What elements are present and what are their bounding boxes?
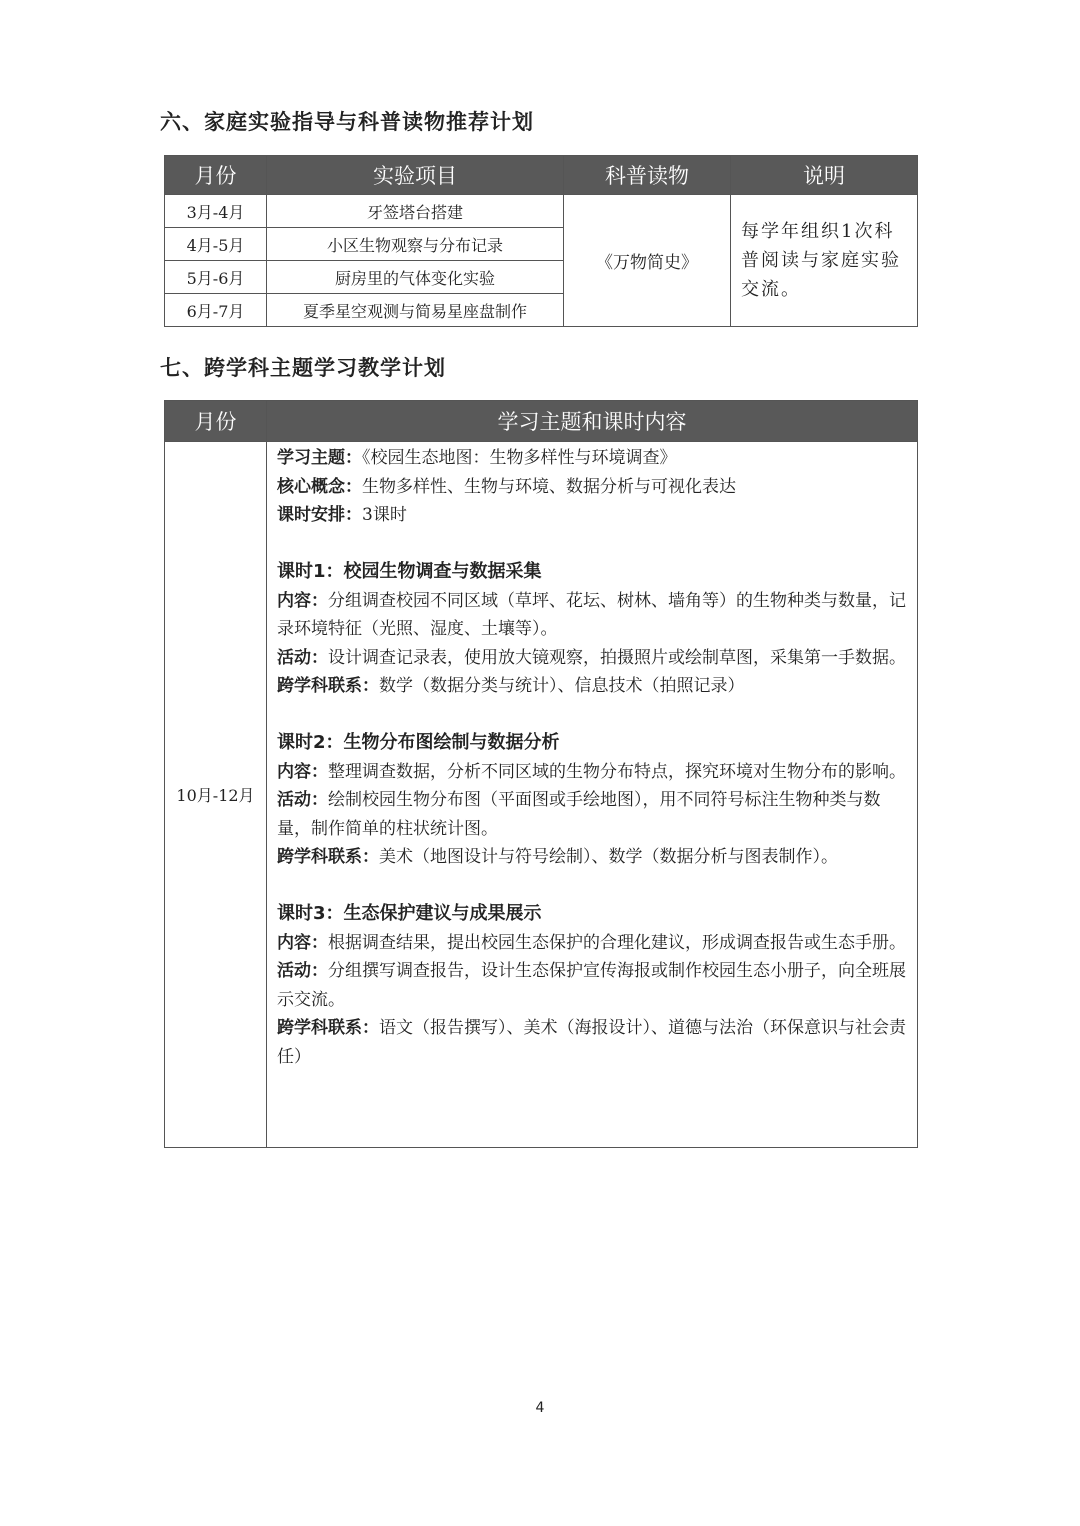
header-project: 实验项目	[267, 156, 564, 195]
lesson-2-title: 课时2：生物分布图绘制与数据分析	[277, 732, 560, 753]
lesson-3-title: 课时3：生态保护建议与成果展示	[277, 903, 542, 924]
lesson-3-activity: 活动：分组撰写调查报告，设计生态保护宣传海报或制作校园生态小册子，向全班展示交流。	[277, 961, 906, 1010]
plan-note: 每学年组织1次科普阅读与家庭实验交流。	[731, 195, 918, 327]
lesson-1-content: 内容：分组调查校园不同区域（草坪、花坛、树林、墙角等）的生物种类与数量，记录环境特征（光照、湿度、土壤等）。	[277, 590, 906, 639]
lesson-1-activity: 活动：设计调查记录表，使用放大镜观察，拍摄照片或绘制草图，采集第一手数据。	[277, 647, 906, 668]
theme-line: 学习主题：《校园生态地图：生物多样性与环境调查》	[277, 448, 677, 468]
concept-line: 核心概念：生物多样性、生物与环境、数据分析与可视化表达	[277, 476, 736, 497]
lesson-2-activity: 活动：绘制校园生物分布图（平面图或手绘地图），用不同符号标注生物种类与数量，制作简单的柱状统计图。	[277, 790, 881, 839]
header-note: 说明	[731, 156, 918, 195]
header-month: 月份	[165, 401, 267, 442]
header-content: 学习主题和课时内容	[267, 401, 918, 442]
row-month: 4月-5月	[165, 228, 267, 261]
row-project: 牙签塔台搭建	[267, 195, 564, 228]
row-project: 夏季星空观测与简易星座盘制作	[267, 294, 564, 327]
row-month: 3月-4月	[165, 195, 267, 228]
header-month: 月份	[165, 156, 267, 195]
row-month: 5月-6月	[165, 261, 267, 294]
lesson-3-content: 内容：根据调查结果，提出校园生态保护的合理化建议，形成调查报告或生态手册。	[277, 932, 906, 953]
section-7-title: 七、跨学科主题学习教学计划	[160, 356, 446, 380]
lesson-2-content: 内容：整理调查数据，分析不同区域的生物分布特点，探究环境对生物分布的影响。	[277, 761, 906, 782]
table-row	[165, 195, 918, 228]
lesson-3-link: 跨学科联系：语文（报告撰写）、美术（海报设计）、道德与法治（环保意识与社会责任）	[277, 1018, 906, 1067]
table-header-row	[165, 401, 918, 442]
schedule-line: 课时安排：3课时	[277, 505, 407, 525]
lesson-1-title: 课时1：校园生物调查与数据采集	[277, 561, 542, 582]
table-header-row	[165, 156, 918, 195]
plan-content	[267, 442, 918, 1148]
page-number: 4	[535, 1400, 545, 1416]
lesson-2-link: 跨学科联系：美术（地图设计与符号绘制）、数学（数据分析与图表制作）。	[277, 847, 838, 867]
header-book: 科普读物	[564, 156, 731, 195]
cross-subject-plan-table	[164, 400, 918, 1148]
row-project: 小区生物观察与分布记录	[267, 228, 564, 261]
row-project: 厨房里的气体变化实验	[267, 261, 564, 294]
recommended-book: 《万物简史》	[564, 195, 731, 327]
experiment-plan-table	[164, 155, 918, 327]
row-month: 6月-7月	[165, 294, 267, 327]
lesson-1-link: 跨学科联系：数学（数据分类与统计）、信息技术（拍照记录）	[277, 676, 745, 696]
table-row	[165, 442, 918, 1148]
section-6-title: 六、家庭实验指导与科普读物推荐计划	[160, 110, 534, 134]
plan-month: 10月-12月	[165, 442, 267, 1148]
